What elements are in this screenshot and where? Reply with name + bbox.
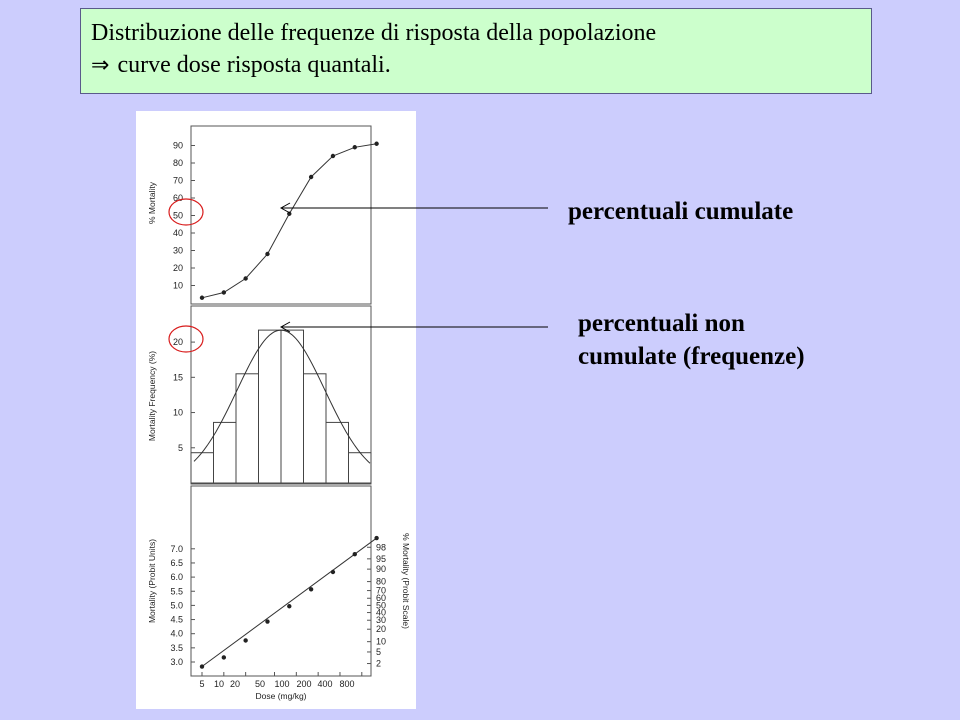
ytick-label-probit-6.5: 6.5: [170, 557, 183, 568]
ytick-label-cum-90: 90: [172, 140, 183, 151]
ylabel-frequency: Mortality Frequency (%): [147, 350, 157, 442]
ylabel-probit: Mortality (Probit Units): [147, 538, 157, 624]
y2tick-label-10: 10: [376, 636, 387, 647]
x-tick-800: 800: [339, 679, 355, 689]
y2tick-label-80: 80: [376, 576, 387, 587]
label-noncumulative: [578, 307, 805, 373]
x-tick-20: 20: [229, 679, 241, 689]
highlight-circle-50: [169, 199, 203, 225]
y2tick-label-90: 90: [376, 564, 387, 575]
y2tick-label-2: 2: [376, 658, 382, 669]
ytick-label-probit-4.5: 4.5: [170, 614, 183, 625]
label-noncumulative-line1: percentuali non: [578, 310, 745, 337]
y2tick-label-50: 50: [376, 600, 387, 611]
y2tick-label-5: 5: [376, 646, 382, 657]
ytick-label-freq-20: 20: [172, 337, 183, 348]
x-tick-400: 400: [317, 679, 333, 689]
ytick-label-probit-3.5: 3.5: [170, 642, 183, 653]
ytick-label-cum-70: 70: [172, 175, 183, 186]
y2tick-label-60: 60: [376, 593, 387, 604]
ytick-label-probit-5.0: 5.0: [170, 600, 183, 611]
ytick-label-probit-3.0: 3.0: [170, 657, 183, 667]
x-tick-50: 50: [254, 679, 266, 689]
ytick-label-cum-20: 20: [172, 263, 183, 273]
y2tick-label-98: 98: [376, 542, 387, 553]
ytick-label-cum-10: 10: [172, 280, 183, 291]
highlight-circle-20: [169, 326, 203, 352]
ylabel-probit-right: % Mortality (Probit Scale): [401, 533, 411, 629]
ytick-label-cum-50: 50: [172, 210, 183, 221]
ytick-label-cum-60: 60: [172, 193, 183, 203]
implies-arrow-icon: ⇒: [91, 53, 110, 78]
y2tick-label-70: 70: [376, 585, 387, 596]
x-tick-10: 10: [213, 679, 225, 689]
y2tick-label-30: 30: [376, 615, 387, 626]
title-line-2-text: curve dose risposta quantali.: [117, 52, 391, 78]
y2tick-label-40: 40: [376, 607, 387, 618]
y2tick-label-95: 95: [376, 553, 387, 564]
x-tick-100: 100: [274, 679, 290, 689]
x-tick-5: 5: [199, 679, 205, 689]
x-tick-200: 200: [296, 679, 312, 689]
ytick-label-probit-7.0: 7.0: [170, 543, 183, 554]
xlabel-dose: Dose (mg/kg): [255, 691, 307, 701]
ytick-label-cum-40: 40: [172, 228, 183, 238]
title-line-1: Distribuzione delle frequenze di risposta della popolazione: [91, 20, 657, 46]
ytick-label-cum-80: 80: [172, 158, 183, 168]
ytick-label-freq-15: 15: [172, 372, 183, 383]
ytick-label-probit-4.0: 4.0: [170, 628, 183, 639]
ytick-label-probit-6.0: 6.0: [170, 572, 183, 583]
ytick-label-freq-10: 10: [172, 407, 183, 418]
ytick-label-cum-30: 30: [172, 245, 183, 256]
ytick-label-probit-5.5: 5.5: [170, 586, 183, 597]
y2tick-label-20: 20: [376, 624, 387, 635]
label-noncumulative-line2: cumulate (frequenze): [578, 343, 805, 370]
label-cumulative: percentuali cumulate: [568, 198, 794, 225]
ylabel-cumulative: % Mortality: [147, 181, 157, 225]
ytick-label-freq-5: 5: [177, 442, 183, 453]
